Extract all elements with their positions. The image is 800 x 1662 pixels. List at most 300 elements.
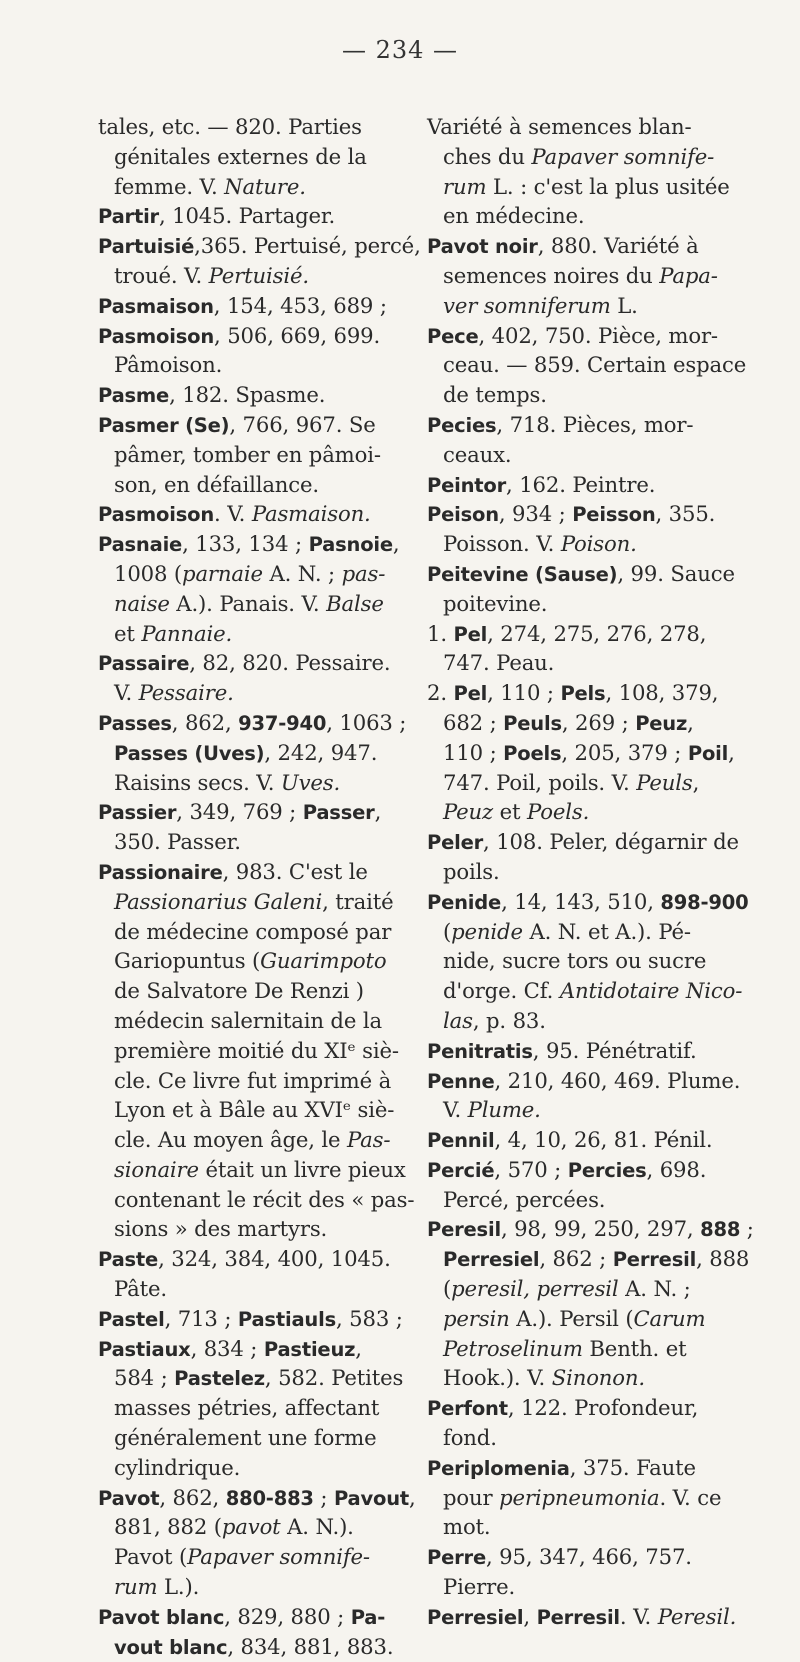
entry-text: , 862,: [171, 709, 239, 735]
glossary-line: [98, 1483, 414, 1513]
headword: Penne: [427, 1069, 495, 1093]
entry-text: , 205, 379 ;: [561, 739, 688, 765]
entry-text: Lyon et à Bâle au XVIᵉ siè-: [114, 1097, 395, 1123]
italic-text: Peresil.: [657, 1603, 737, 1629]
italic-text: Papa-: [659, 262, 718, 288]
headword: Pasmoison: [98, 324, 215, 348]
entry-text: mot.: [443, 1514, 491, 1540]
glossary-line: [427, 142, 757, 172]
entry-text: , 698.: [646, 1156, 707, 1182]
glossary-line: [427, 708, 757, 738]
entry-text: L.: [610, 292, 638, 318]
headword: Penitratis: [427, 1039, 533, 1063]
headword: Perresil: [536, 1605, 620, 1629]
glossary-line: [427, 1512, 757, 1542]
entry-text: génitales externes de la: [114, 143, 367, 169]
entry-text: . V. ce: [659, 1484, 722, 1510]
entry-text: , 108. Peler, dégarnir de: [483, 829, 739, 855]
entry-text: (: [443, 1276, 452, 1302]
italic-text: Pasmaison.: [251, 501, 371, 527]
entry-text: , 402, 750. Pièce, mor-: [478, 322, 718, 348]
entry-text: , 718. Pièces, mor-: [496, 411, 694, 437]
entry-text: A. N. et A.). Pé-: [522, 918, 691, 944]
glossary-line: [427, 917, 757, 947]
entry-text: , 162. Peintre.: [506, 471, 656, 497]
entry-text: de temps.: [443, 382, 547, 408]
italic-text: Guarimpoto: [260, 948, 387, 974]
entry-text: , 880. Variété à: [537, 233, 699, 259]
glossary-line: [98, 1363, 414, 1393]
glossary-line: [427, 112, 757, 142]
italic-text: Pannaie.: [141, 620, 233, 646]
entry-text: . V.: [214, 501, 252, 527]
glossary-line: [98, 231, 421, 261]
entry-text: , 4, 10, 26, 81. Pénil.: [494, 1127, 713, 1153]
entry-text: V.: [443, 1097, 468, 1123]
glossary-line: [98, 1155, 414, 1185]
entry-text: en médecine.: [443, 203, 585, 229]
entry-text: Pierre.: [443, 1574, 516, 1600]
entry-text: troué. V.: [114, 262, 209, 288]
italic-text: Poels.: [527, 799, 590, 825]
italic-text: Uves.: [280, 769, 341, 795]
glossary-line: [98, 1006, 414, 1036]
glossary-line: [427, 857, 757, 887]
glossary-line: [98, 1244, 414, 1274]
entry-text: poils.: [443, 858, 500, 884]
italic-text: penide: [451, 918, 523, 944]
headword: Pasmaison: [98, 294, 214, 318]
headword: Peler: [427, 831, 484, 855]
glossary-line: [98, 1066, 414, 1096]
entry-text: , 983. C'est le: [222, 858, 368, 884]
glossary-line: [98, 1393, 414, 1423]
entry-text: , 98, 99, 250, 297,: [500, 1216, 701, 1242]
italic-text: Carum: [633, 1305, 706, 1331]
glossary-line: [427, 380, 757, 410]
italic-text: Antidotaire Nico-: [559, 978, 743, 1004]
entry-text: sions » des martyrs.: [114, 1216, 328, 1242]
glossary-line: [98, 917, 414, 947]
headword: Pel: [453, 682, 488, 706]
headword: Peison: [427, 503, 499, 527]
entry-text: 1.: [427, 620, 454, 646]
entry-text: cle. Au moyen âge, le: [114, 1127, 348, 1153]
glossary-line: [98, 946, 414, 976]
glossary-line: [427, 1334, 757, 1364]
glossary-line: [98, 291, 414, 321]
glossary-line: [427, 1006, 757, 1036]
entry-text: , 834, 881, 883.: [227, 1633, 394, 1659]
entry-text: de médecine composé par: [114, 918, 392, 944]
glossary-line: [98, 797, 414, 827]
glossary-line: [98, 1095, 414, 1125]
glossary-line: [427, 1244, 757, 1274]
entry-text: et: [493, 799, 527, 825]
headword: Paste: [98, 1248, 159, 1272]
entry-text: première moitié du XIᵉ siè-: [114, 1037, 399, 1063]
glossary-line: [98, 648, 414, 678]
entry-text: ;: [313, 1484, 334, 1510]
italic-text: peripneumonia: [499, 1484, 660, 1510]
glossary-line: [98, 857, 414, 887]
glossary-line: [427, 589, 757, 619]
headword: Pastelez: [174, 1367, 265, 1391]
italic-text: las: [443, 1007, 473, 1033]
entry-text: et: [114, 620, 142, 646]
entry-text: son, en défaillance.: [114, 471, 319, 497]
italic-text: rum: [443, 173, 487, 199]
entry-text: était un livre pieux: [198, 1156, 406, 1182]
glossary-line: [427, 1066, 757, 1096]
italic-text: rum: [114, 1574, 158, 1600]
entry-text: Pâmoison.: [114, 352, 223, 378]
entry-text: ches du: [443, 143, 532, 169]
entry-text: d'orge. Cf.: [443, 978, 560, 1004]
entry-text: 1008 (: [114, 560, 183, 586]
glossary-line: [98, 1125, 414, 1155]
glossary-line: [427, 619, 757, 649]
glossary-line: [427, 321, 757, 351]
entry-text: de Salvatore De Renzi ): [114, 978, 364, 1004]
entry-text: pour: [443, 1484, 500, 1510]
entry-text: médecin salernitain de la: [114, 1007, 382, 1033]
entry-text: , 766, 967. Se: [229, 411, 376, 437]
headword: Perre: [427, 1546, 486, 1570]
entry-text: , 834 ;: [190, 1335, 264, 1361]
italic-text: Papaver somnife-: [187, 1544, 370, 1570]
entry-text: , 888: [696, 1246, 750, 1272]
headword: Peresil: [427, 1218, 501, 1242]
entry-text: , 182. Spasme.: [169, 382, 326, 408]
glossary-line: [98, 142, 414, 172]
italic-text: Balse: [326, 590, 384, 616]
glossary-line: [427, 1214, 757, 1244]
italic-text: Petroselinum: [443, 1335, 583, 1361]
entry-text: 881, 882 (: [114, 1514, 222, 1540]
entry-text: ,: [374, 799, 382, 825]
entry-text: contenant le récit des « pas-: [114, 1186, 415, 1212]
italic-text: Pertuisié.: [208, 262, 309, 288]
italic-text: Pessaire.: [138, 680, 234, 706]
glossary-line: [427, 1304, 757, 1334]
italic-text: pavot: [221, 1514, 281, 1540]
entry-text: , 154, 453, 689 ;: [213, 292, 387, 318]
entry-text: 747. Poil, poils. V.: [443, 769, 637, 795]
glossary-line: [427, 1125, 757, 1155]
entry-text: A.). Panais. V.: [169, 590, 327, 616]
entry-text: , 274, 275, 276, 278,: [487, 620, 707, 646]
glossary-line: [427, 797, 757, 827]
glossary-line: [427, 976, 757, 1006]
entry-text: Variété à semences blan-: [427, 114, 692, 139]
glossary-line: [427, 678, 757, 708]
entry-text: masses pétries, affectant: [114, 1395, 380, 1421]
headword: vout blanc: [114, 1635, 228, 1659]
glossary-line: [427, 738, 757, 768]
entry-text: A. N.).: [280, 1514, 354, 1540]
italic-text: Peuls: [636, 769, 693, 795]
entry-text: Pâte.: [114, 1276, 167, 1302]
headword: Penide: [427, 890, 502, 914]
glossary-line: [427, 559, 757, 589]
entry-text: 110 ;: [443, 739, 504, 765]
page-number: — 234 —: [341, 36, 459, 64]
left-column: [98, 112, 421, 1661]
entry-text: , 862 ;: [539, 1246, 613, 1272]
entry-text: , 713 ;: [164, 1305, 238, 1331]
entry-text: , 829, 880 ;: [224, 1603, 351, 1629]
glossary-line: [98, 410, 414, 440]
italic-text: naise: [114, 590, 170, 616]
headword: Perresiel: [427, 1605, 524, 1629]
headword: Pastiaux: [98, 1337, 191, 1361]
glossary-line: [98, 1274, 414, 1304]
headword: Peisson: [572, 503, 656, 527]
italic-text: peresil, perresil: [451, 1276, 619, 1302]
glossary-line: [98, 619, 414, 649]
italic-text: Sinonon.: [551, 1365, 645, 1391]
italic-text: Nature.: [224, 173, 306, 199]
headword: Pavout: [333, 1486, 410, 1510]
headword: Poels: [503, 741, 562, 765]
headword: Perfont: [427, 1397, 508, 1421]
entry-text: 682 ;: [443, 709, 504, 735]
entry-text: , 582. Petites: [264, 1365, 404, 1391]
entry-text: ,365. Pertuisé, percé,: [194, 233, 421, 259]
headword: Pasnoie: [308, 533, 393, 557]
headword: Pastel: [98, 1307, 165, 1331]
entry-text: 747. Peau.: [443, 650, 555, 676]
glossary-line: [98, 738, 414, 768]
glossary-line: [427, 1036, 757, 1066]
headword: Periplomenia: [427, 1456, 570, 1480]
entry-text: , 1063 ;: [326, 709, 407, 735]
entry-text: nide, sucre tors ou sucre: [443, 948, 707, 974]
entry-text: , 210, 460, 469. Plume.: [494, 1067, 741, 1093]
glossary-line: [427, 1155, 757, 1185]
headword: Peitevine (Sause): [427, 562, 618, 586]
entry-text: , 583 ;: [335, 1305, 403, 1331]
headword: Perresiel: [443, 1248, 540, 1272]
glossary-line: [98, 1632, 414, 1662]
entry-text: ,: [728, 739, 735, 765]
entry-text: semences noires du: [443, 262, 660, 288]
glossary-line: [427, 1393, 757, 1423]
glossary-line: [98, 708, 414, 738]
headword: Partuisié: [98, 235, 195, 259]
entry-text: V.: [114, 680, 139, 706]
glossary-line: [427, 887, 757, 917]
headword: 937-940: [238, 711, 327, 735]
headword: Pecies: [427, 413, 497, 437]
glossary-line: [427, 499, 757, 529]
entry-text: ,: [392, 531, 400, 557]
glossary-line: [98, 827, 414, 857]
italic-text: Peuz: [443, 799, 494, 825]
headword: Pece: [427, 324, 479, 348]
entry-text: , 1045. Partager.: [158, 203, 336, 229]
glossary-line: [427, 1483, 757, 1513]
glossary-line: [98, 1512, 414, 1542]
glossary-line: [98, 112, 414, 142]
glossary-line: [98, 350, 414, 380]
glossary-line: [427, 291, 757, 321]
glossary-line: [427, 1602, 757, 1632]
entry-text: Poisson. V.: [443, 531, 561, 557]
italic-text: pas-: [341, 560, 386, 586]
glossary-line: [427, 231, 757, 261]
glossary-line: [427, 1185, 757, 1215]
headword: 898-900: [660, 890, 749, 914]
glossary-line: [427, 768, 757, 798]
headword: Passaire: [98, 652, 190, 676]
glossary-line: [427, 529, 757, 559]
glossary-line: [427, 1363, 757, 1393]
glossary-line: [427, 261, 757, 291]
headword: Pasmer (Se): [98, 413, 230, 437]
glossary-line: [98, 1423, 414, 1453]
entry-text: , 862,: [159, 1484, 226, 1510]
glossary-line: [427, 201, 757, 231]
entry-text: 584 ;: [114, 1365, 175, 1391]
headword: Percies: [567, 1158, 647, 1182]
entry-text: A. N. ;: [618, 1276, 691, 1302]
headword: Passionaire: [98, 860, 223, 884]
entry-text: , 133, 134 ;: [182, 531, 309, 557]
glossary-line: [427, 470, 757, 500]
entry-text: , 269 ;: [561, 709, 636, 735]
italic-text: sionaire: [114, 1156, 199, 1182]
headword: Passer: [302, 801, 375, 825]
headword: Pastieuz: [263, 1337, 356, 1361]
headword: 880-883: [225, 1486, 314, 1510]
glossary-line: [98, 1572, 414, 1602]
glossary-line: [98, 1542, 414, 1572]
glossary-line: [98, 1602, 414, 1632]
entry-text: , 99. Sauce: [617, 560, 735, 586]
glossary-line: [98, 470, 414, 500]
entry-text: (: [443, 918, 452, 944]
italic-text: Poison.: [560, 531, 637, 557]
glossary-line: [427, 410, 757, 440]
entry-text: , 122. Profondeur,: [507, 1395, 699, 1421]
glossary-line: [427, 1095, 757, 1125]
headword: Pa-: [350, 1605, 386, 1629]
entry-text: Pavot (: [114, 1544, 188, 1570]
headword: Percié: [427, 1158, 495, 1182]
glossary-line: [98, 589, 414, 619]
headword: 888: [700, 1218, 741, 1242]
headword: Pasmoison: [98, 503, 215, 527]
headword: Perresil: [612, 1248, 697, 1272]
headword: Pavot noir: [427, 235, 538, 259]
glossary-line: [98, 172, 414, 202]
entry-text: cle. Ce livre fut imprimé à: [114, 1067, 392, 1093]
italic-text: Pas-: [347, 1127, 391, 1153]
glossary-line: [98, 768, 414, 798]
entry-text: Gariopuntus (: [114, 948, 261, 974]
entry-text: cylindrique.: [114, 1454, 241, 1480]
entry-text: , traité: [322, 888, 394, 914]
entry-text: 350. Passer.: [114, 829, 241, 855]
entry-text: A. N. ;: [262, 560, 342, 586]
entry-text: , 355.: [655, 501, 716, 527]
glossary-line: [98, 887, 414, 917]
entry-text: ;: [740, 1216, 754, 1242]
headword: Passes (Uves): [114, 741, 265, 765]
headword: Pasnaie: [98, 533, 183, 557]
glossary-line: [98, 440, 414, 470]
entry-text: A.). Persil (: [509, 1305, 634, 1331]
glossary-line: [427, 648, 757, 678]
entry-text: L. : c'est la plus usitée: [486, 173, 730, 199]
italic-text: persin: [443, 1305, 510, 1331]
entry-text: Benth. et: [582, 1335, 687, 1361]
italic-text: Plume.: [467, 1097, 541, 1123]
headword: Pavot: [98, 1486, 160, 1510]
glossary-line: [427, 350, 757, 380]
glossary-line: [98, 1453, 414, 1483]
italic-text: parnaie: [182, 560, 263, 586]
glossary-line: [427, 1274, 757, 1304]
entry-text: , 934 ;: [498, 501, 573, 527]
glossary-line: [98, 261, 414, 291]
glossary-line: [98, 678, 414, 708]
entry-text: , 349, 769 ;: [176, 799, 303, 825]
glossary-line: [98, 559, 414, 589]
glossary-line: [98, 1185, 414, 1215]
entry-text: , 108, 379,: [605, 680, 719, 706]
italic-text: Passionarius Galeni: [114, 888, 323, 914]
right-column: [427, 112, 757, 1632]
headword: Pasme: [98, 384, 170, 408]
glossary-line: [427, 946, 757, 976]
glossary-line: [98, 380, 414, 410]
entry-text: , 324, 384, 400, 1045.: [158, 1246, 391, 1272]
glossary-line: [427, 1423, 757, 1453]
entry-text: Hook.). V.: [443, 1365, 552, 1391]
glossary-line: [427, 1453, 757, 1483]
glossary-line: [427, 1542, 757, 1572]
glossary-line: [98, 499, 414, 529]
entry-text: Percé, percées.: [443, 1186, 606, 1212]
glossary-line: [427, 1572, 757, 1602]
glossary-line: [98, 529, 414, 559]
headword: Pel: [453, 622, 488, 646]
entry-text: poitevine.: [443, 590, 548, 616]
headword: Passier: [98, 801, 177, 825]
headword: Pastiauls: [237, 1307, 336, 1331]
entry-text: femme. V.: [114, 173, 225, 199]
glossary-line: [98, 1214, 414, 1244]
glossary-line: [98, 1334, 414, 1364]
entry-text: ,: [409, 1484, 416, 1510]
entry-text: ,: [355, 1335, 362, 1361]
entry-text: tales, etc. — 820. Parties: [98, 114, 362, 139]
entry-text: , 242, 947.: [264, 739, 378, 765]
entry-text: 2.: [427, 680, 454, 706]
headword: Partir: [98, 205, 159, 229]
entry-text: , 95, 347, 466, 757.: [485, 1544, 692, 1570]
glossary-line: [427, 440, 757, 470]
entry-text: L.).: [157, 1574, 200, 1600]
entry-text: ,: [692, 769, 700, 795]
entry-text: , p. 83.: [472, 1007, 546, 1033]
glossary-line: [427, 827, 757, 857]
entry-text: ceau. — 859. Certain espace: [443, 352, 747, 378]
entry-text: ceaux.: [443, 441, 512, 467]
